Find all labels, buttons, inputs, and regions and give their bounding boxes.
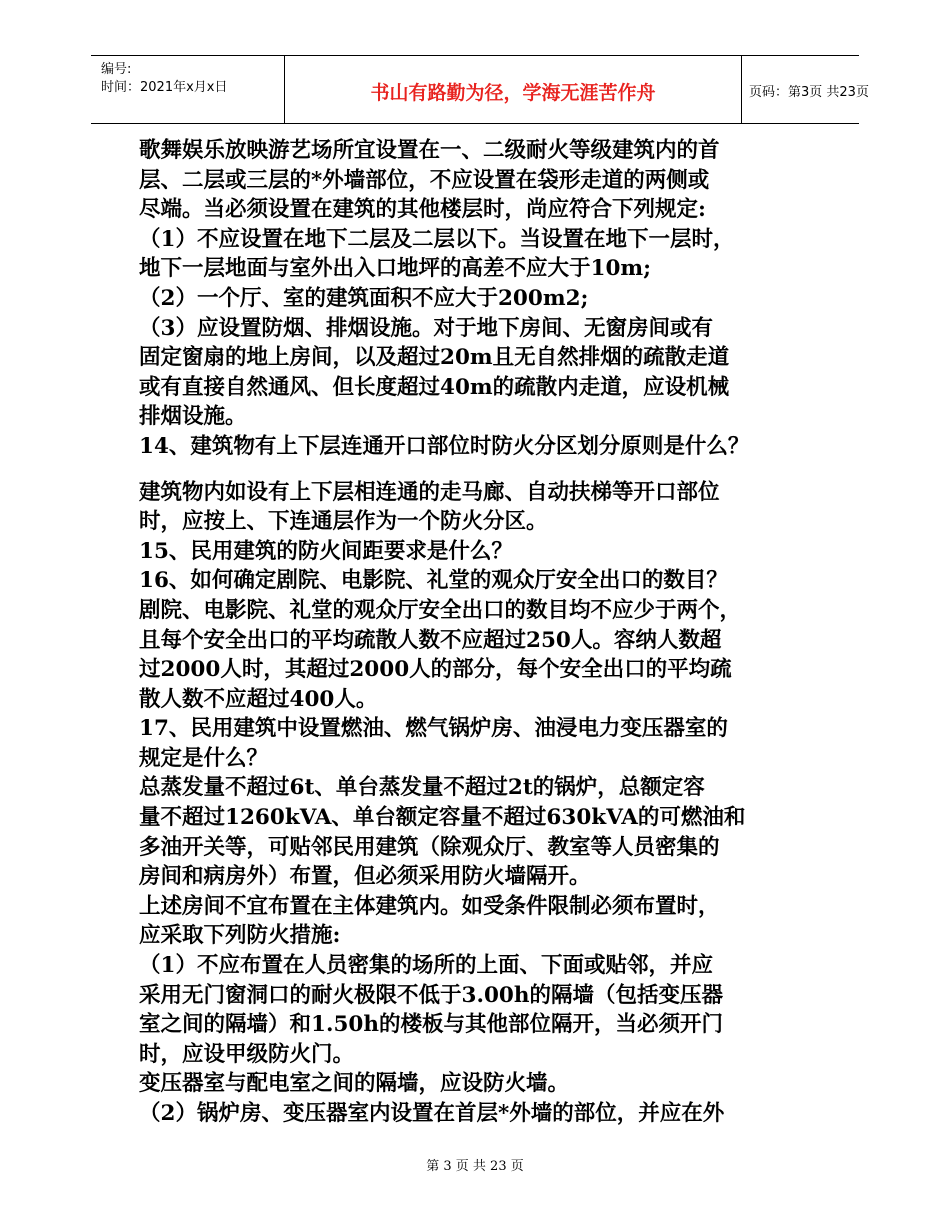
body-text-line: 多油开关等，可贴邻民用建筑（除观众厅、教室等人员密集的 xyxy=(139,834,720,860)
document-body xyxy=(139,136,839,1129)
body-text-line: 尽端。当必须设置在建筑的其他楼层时，尚应符合下列规定: xyxy=(139,197,706,223)
body-text-line: （1）不应布置在人员密集的场所的上面、下面或贴邻，并应 xyxy=(139,953,713,979)
body-text-line: 房间和病房外）布置，但必须采用防火墙隔开。 xyxy=(139,864,591,890)
body-text-line: 16、如何确定剧院、电影院、礼堂的观众厅安全出口的数目？ xyxy=(139,568,728,594)
body-text-line: 15、民用建筑的防火间距要求是什么？ xyxy=(139,538,513,564)
page-footer: 第 3 页 共 23 页 xyxy=(426,1159,524,1174)
body-text-line: 固定窗扇的地上房间，以及超过20m且无自然排烟的疏散走道 xyxy=(139,345,730,371)
body-text-line: 剧院、电影院、礼堂的观众厅安全出口的数目均不应少于两个， xyxy=(139,597,742,623)
body-text-line: 总蒸发量不超过6t、单台蒸发量不超过2t的锅炉，总额定容 xyxy=(139,775,705,801)
header-page-cell xyxy=(741,56,869,123)
body-text-line: 上述房间不宜布置在主体建筑内。如受条件限制必须布置时， xyxy=(139,893,720,919)
body-text-line: 歌舞娱乐放映游艺场所宜设置在一、二级耐火等级建筑内的首 xyxy=(139,138,720,163)
document-number-label: 编号: xyxy=(101,62,132,77)
body-text-line: 层、二层或三层的*外墙部位，不应设置在袋形走道的两侧或 xyxy=(139,167,710,193)
body-text-line: 地下一层地面与室外出入口地坪的高差不应大于10m; xyxy=(139,256,652,282)
body-text-line: 规定是什么？ xyxy=(139,745,269,771)
header-motto-cell xyxy=(284,56,742,123)
header-page-info: 页码：第3页 共23页 xyxy=(749,85,869,100)
body-text-line: 建筑物内如设有上下层相连通的走马廊、自动扶梯等开口部位 xyxy=(139,479,720,505)
body-text-line: （2）一个厅、室的建筑面积不应大于200m2; xyxy=(139,285,589,311)
body-text-line: 应采取下列防火措施: xyxy=(139,923,341,949)
body-text-line: （2）锅炉房、变压器室内设置在首层*外墙的部位，并应在外 xyxy=(139,1101,725,1126)
body-text-line: 室之间的隔墙）和1.50h的楼板与其他部位隔开，当必须开门 xyxy=(139,1012,723,1038)
body-text-line: 17、民用建筑中设置燃油、燃气锅炉房、油浸电力变压器室的 xyxy=(139,716,728,742)
document-time-label: 时间：2021年x月x日 xyxy=(101,80,228,95)
body-text-line: 14、建筑物有上下层连通开口部位时防火分区划分原则是什么？ xyxy=(139,433,750,459)
body-text-line: 采用无门窗洞口的耐火极限不低于3.00h的隔墙（包括变压器 xyxy=(139,982,723,1008)
body-text-line: 时，应按上、下连通层作为一个防火分区。 xyxy=(139,509,548,535)
header-motto: 书山有路勤为径，学海无涯苦作舟 xyxy=(370,82,656,104)
header-meta-cell xyxy=(91,56,284,123)
body-text-line: 且每个安全出口的平均疏散人数不应超过250人。容纳人数超 xyxy=(139,627,722,653)
body-text-line: 时，应设甲级防火门。 xyxy=(139,1041,355,1067)
body-text-line: （1）不应设置在地下二层及二层以下。当设置在地下一层时， xyxy=(139,226,735,252)
body-text-line: 量不超过1260kVA、单台额定容量不超过630kVA的可燃油和 xyxy=(139,805,746,831)
body-text-line: 过2000人时，其超过2000人的部分，每个安全出口的平均疏 xyxy=(139,657,732,683)
paragraph-gap xyxy=(139,462,839,478)
document-header xyxy=(91,55,869,124)
body-text-line: 变压器室与配电室之间的隔墙，应设防火墙。 xyxy=(139,1071,570,1097)
body-text-line: 散人数不应超过400人。 xyxy=(139,686,378,712)
body-text-line: （3）应设置防烟、排烟设施。对于地下房间、无窗房间或有 xyxy=(139,315,713,341)
body-text-line: 或有直接自然通风、但长度超过40m的疏散内走道，应设机械 xyxy=(139,374,730,400)
body-text-line: 排烟设施。 xyxy=(139,404,247,430)
